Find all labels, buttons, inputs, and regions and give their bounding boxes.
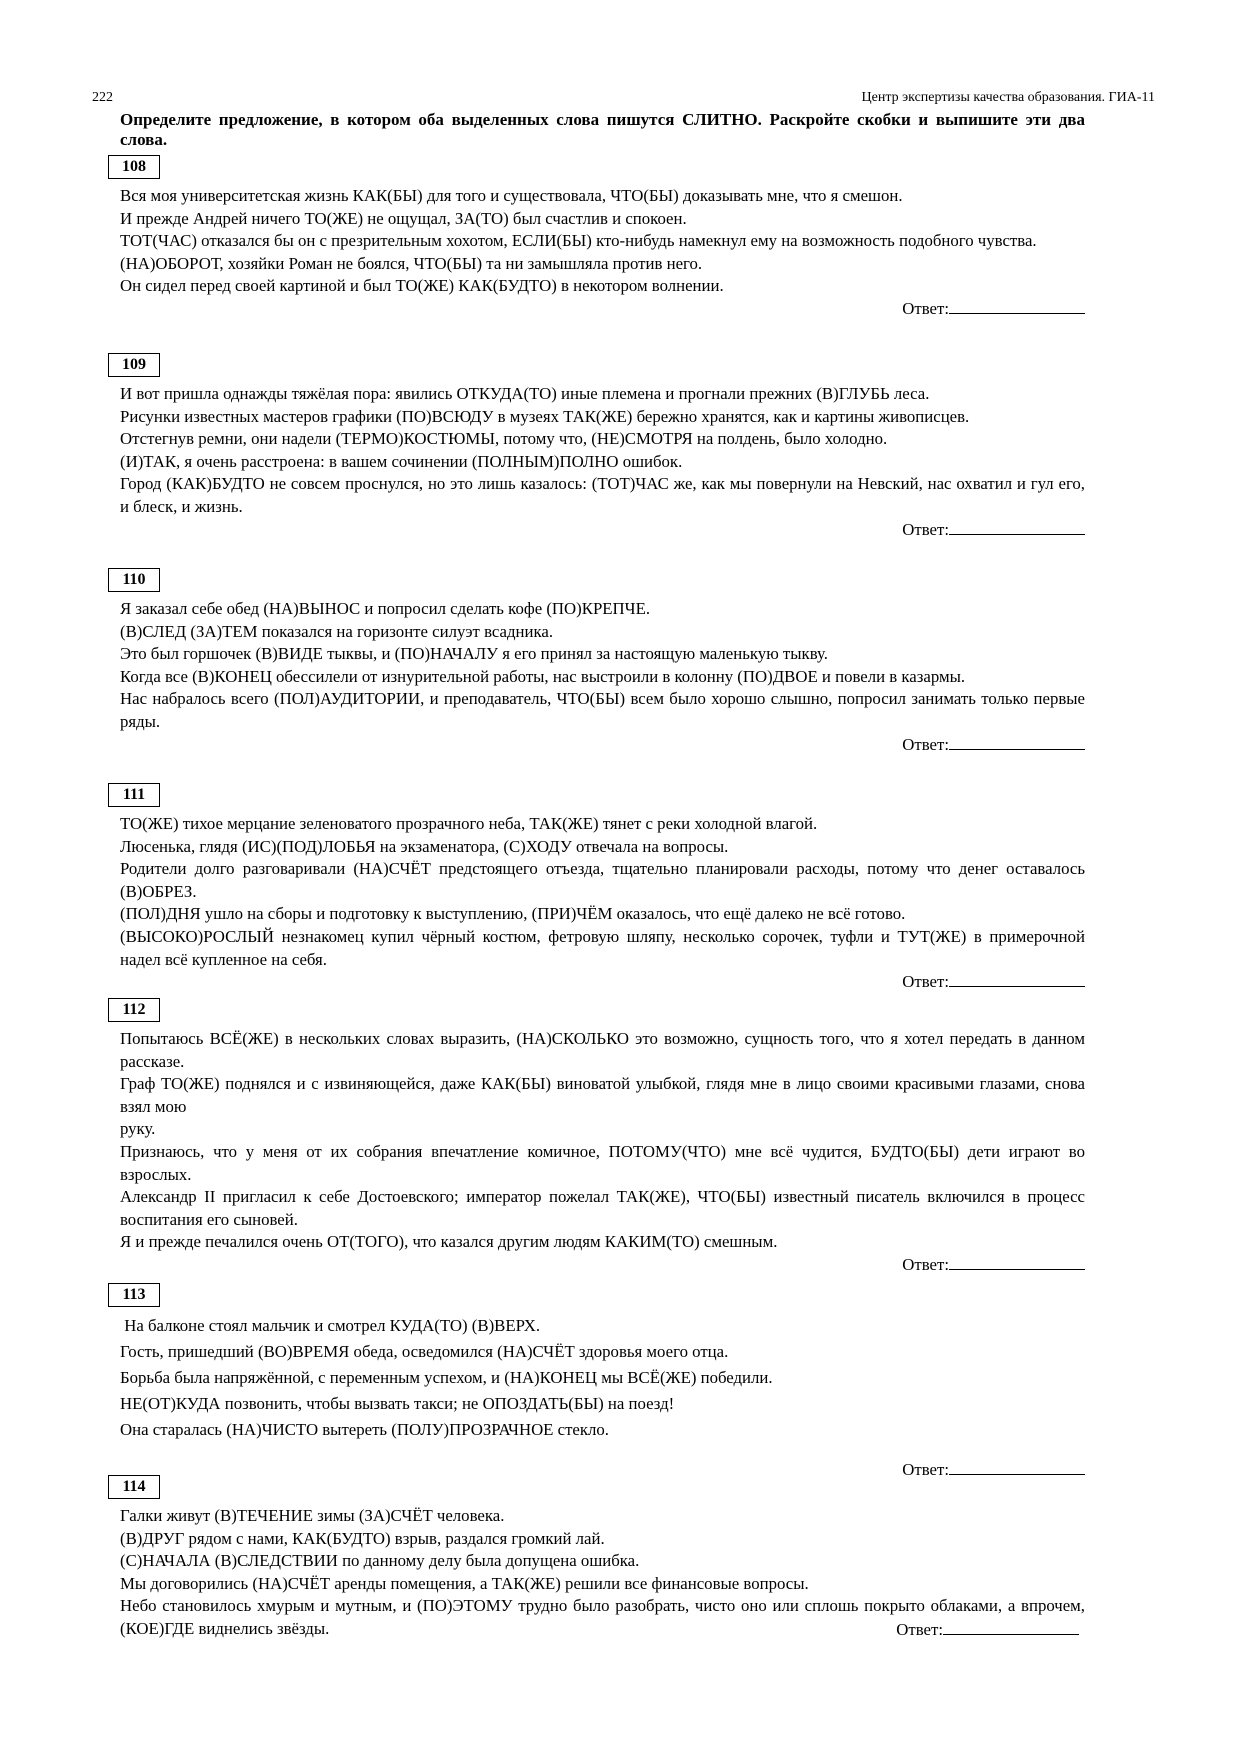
sentence: Люсенька, глядя (ИС)(ПОД)ЛОБЬЯ на экзаменатора, (С)ХОДУ отвечала на вопросы. <box>120 836 729 856</box>
sentence-text: Небо становилось хмурым и мутным, и (ПО)ЭТОМУ трудно было разобрать, чисто оно или сплошь покрыто облаками, а впрочем, (КОЕ)ГДЕ виднелись звёзды. <box>120 1596 1085 1638</box>
task-112 <box>120 998 1085 1276</box>
task-113 <box>120 1281 1085 1479</box>
sentence: Я заказал себе обед (НА)ВЫНОС и попросил сделать кофе (ПО)КРЕПЧЕ. <box>120 599 651 618</box>
answer-label: Ответ: <box>902 1460 949 1479</box>
answer-field[interactable] <box>949 1254 1085 1270</box>
task-number: 114 <box>108 1475 160 1499</box>
sentence: Борьба была напряжённой, с переменным успехом, и (НА)КОНЕЦ мы ВСЁ(ЖЕ) победили. <box>120 1368 773 1387</box>
sentence: Мы договорились (НА)СЧЁТ аренды помещения, а ТАК(ЖЕ) решили все финансовые вопросы. <box>120 1573 809 1593</box>
sentence: Город (КАК)БУДТО не совсем проснулся, но это лишь казалось: (ТОТ)ЧАС же, как мы повернули на Невский, нас охватил и гул его, и блеск, и жизнь. <box>120 474 1085 516</box>
answer-field[interactable] <box>949 971 1085 987</box>
page-number: 222 <box>92 90 113 105</box>
answer-label: Ответ: <box>902 734 949 754</box>
sentence: Я и прежде печалился очень ОТ(ТОГО), что казался другим людям КАКИМ(ТО) смешным. <box>120 1232 778 1252</box>
task-108 <box>120 155 1085 320</box>
task-number: 112 <box>108 998 160 1022</box>
sentence: ТОТ(ЧАС) отказался бы он с презрительным хохотом, ЕСЛИ(БЫ) кто-нибудь намекнул ему на возможность подобного чувства. <box>120 231 1037 251</box>
answer-label: Ответ: <box>902 519 949 539</box>
answer-row <box>896 1619 1079 1641</box>
answer-field[interactable] <box>949 298 1085 314</box>
sentence: Александр II пригласил к себе Достоевского; император пожелал ТАК(ЖЕ), ЧТО(БЫ) известный писатель включился в процесс воспитания его сыновей. <box>120 1187 1085 1229</box>
sentence: Он сидел перед своей картиной и был ТО(ЖЕ) КАК(БУДТО) в некотором волнении. <box>120 276 724 296</box>
answer-row <box>120 734 1085 756</box>
answer-label: Ответ: <box>902 298 949 318</box>
task-number: 113 <box>108 1283 160 1307</box>
sentence: ТО(ЖЕ) тихое мерцание зеленоватого прозрачного неба, ТАК(ЖЕ) тянет с реки холодной влагой. <box>120 814 818 833</box>
sentence: И прежде Андрей ничего ТО(ЖЕ) не ощущал, ЗА(ТО) был счастлив и спокоен. <box>120 208 687 228</box>
task-114 <box>120 1475 1085 1641</box>
answer-row <box>120 519 1085 541</box>
answer-field[interactable] <box>949 519 1085 535</box>
task-number: 108 <box>108 155 160 179</box>
answer-field[interactable] <box>943 1619 1079 1635</box>
instruction: Определите предложение, в котором оба выделенных слова пишутся СЛИТНО. Раскройте скобки и выпишите эти два слова. <box>120 110 1085 149</box>
sentence: Галки живут (В)ТЕЧЕНИЕ зимы (ЗА)СЧЁТ человека. <box>120 1506 505 1525</box>
sentence: Родители долго разговаривали (НА)СЧЁТ предстоящего отъезда, тщательно планировали расходы, потому что денег оставалось (В)ОБРЕЗ. <box>120 859 1085 901</box>
answer-row <box>120 1254 1085 1276</box>
sentence: Это был горшочек (В)ВИДЕ тыквы, и (ПО)НАЧАЛУ я его принял за настоящую маленькую тыкву. <box>120 644 828 664</box>
answer-row <box>120 298 1085 320</box>
sentence: Вся моя университетская жизнь КАК(БЫ) для того и существовала, ЧТО(БЫ) доказывать мне, что я смешон. <box>120 186 903 205</box>
sentence: Отстегнув ремни, они надели (ТЕРМО)КОСТЮМЫ, потому что, (НЕ)СМОТРЯ на полдень, было холодно. <box>120 429 888 449</box>
answer-field[interactable] <box>949 1459 1085 1475</box>
answer-row <box>120 971 1085 993</box>
sentence: Попытаюсь ВСЁ(ЖЕ) в нескольких словах выразить, (НА)СКОЛЬКО это возможно, сущность того, что я хотел передать в данном рассказе. <box>120 1029 1085 1071</box>
sentence: Когда все (В)КОНЕЦ обессилели от изнурительной работы, нас выстроили в колонну (ПО)ДВОЕ и повели в казармы. <box>120 666 966 686</box>
sentence: (В)СЛЕД (ЗА)ТЕМ показался на горизонте силуэт всадника. <box>120 621 554 641</box>
task-111 <box>120 783 1085 993</box>
page-header: Центр экспертизы качества образования. ГИА-11 <box>861 90 1155 105</box>
sentence: (ПОЛ)ДНЯ ушло на сборы и подготовку к выступлению, (ПРИ)ЧЁМ оказалось, что ещё далеко не всё готово. <box>120 904 906 924</box>
answer-label: Ответ: <box>902 972 949 992</box>
answer-label: Ответ: <box>902 1254 949 1274</box>
answer-label: Ответ: <box>896 1619 943 1639</box>
sentence: Признаюсь, что у меня от их собрания впечатление комичное, ПОТОМУ(ЧТО) мне всё чудится, БУДТО(БЫ) дети играют во взрослых. <box>120 1141 1085 1184</box>
sentence: И вот пришла однажды тяжёлая пора: явились ОТКУДА(ТО) иные племена и прогнали прежних (В)ГЛУБЬ леса. <box>120 384 930 403</box>
sentence: (С)НАЧАЛА (В)СЛЕДСТВИИ по данному делу была допущена ошибка. <box>120 1551 640 1571</box>
sentence: НЕ(ОТ)КУДА позвонить, чтобы вызвать такси; не ОПОЗДАТЬ(БЫ) на поезд! <box>120 1394 675 1413</box>
sentence: Она старалась (НА)ЧИСТО вытереть (ПОЛУ)ПРОЗРАЧНОЕ стекло. <box>120 1420 609 1439</box>
sentence: Граф ТО(ЖЕ) поднялся и с извиняющейся, даже КАК(БЫ) виноватой улыбкой, глядя мне в лицо своими красивыми глазами, снова взял мою <box>120 1074 1085 1116</box>
task-number: 111 <box>108 783 160 807</box>
task-number: 110 <box>108 568 160 592</box>
answer-field[interactable] <box>949 734 1085 750</box>
sentence: Рисунки известных мастеров графики (ПО)ВСЮДУ в музеях ТАК(ЖЕ) бережно хранятся, как и картины живописцев. <box>120 406 970 426</box>
task-number: 109 <box>108 353 160 377</box>
sentence: (В)ДРУГ рядом с нами, КАК(БУДТО) взрыв, раздался громкий лай. <box>120 1528 605 1548</box>
sentence: Нас набралось всего (ПОЛ)АУДИТОРИИ, и преподаватель, ЧТО(БЫ) всем было хорошо слышно, попросил занимать только первые ряды. <box>120 689 1085 731</box>
sentence: На балконе стоял мальчик и смотрел КУДА(ТО) (В)ВЕРХ. <box>120 1316 541 1335</box>
sentence: (И)ТАК, я очень расстроена: в вашем сочинении (ПОЛНЫМ)ПОЛНО ошибок. <box>120 451 683 471</box>
sentence: руку. <box>120 1119 156 1139</box>
sentence: (ВЫСОКО)РОСЛЫЙ незнакомец купил чёрный костюм, фетровую шляпу, несколько сорочек, туфли и ТУТ(ЖЕ) в примерочной надел всё купленное на себя. <box>120 926 1085 969</box>
task-109 <box>120 353 1085 541</box>
sentence: Гость, пришедший (ВО)ВРЕМЯ обеда, осведомился (НА)СЧЁТ здоровья моего отца. <box>120 1342 729 1361</box>
task-110 <box>120 568 1085 756</box>
sentence: (НА)ОБОРОТ, хозяйки Роман не боялся, ЧТО(БЫ) та ни замышляла против него. <box>120 253 703 273</box>
